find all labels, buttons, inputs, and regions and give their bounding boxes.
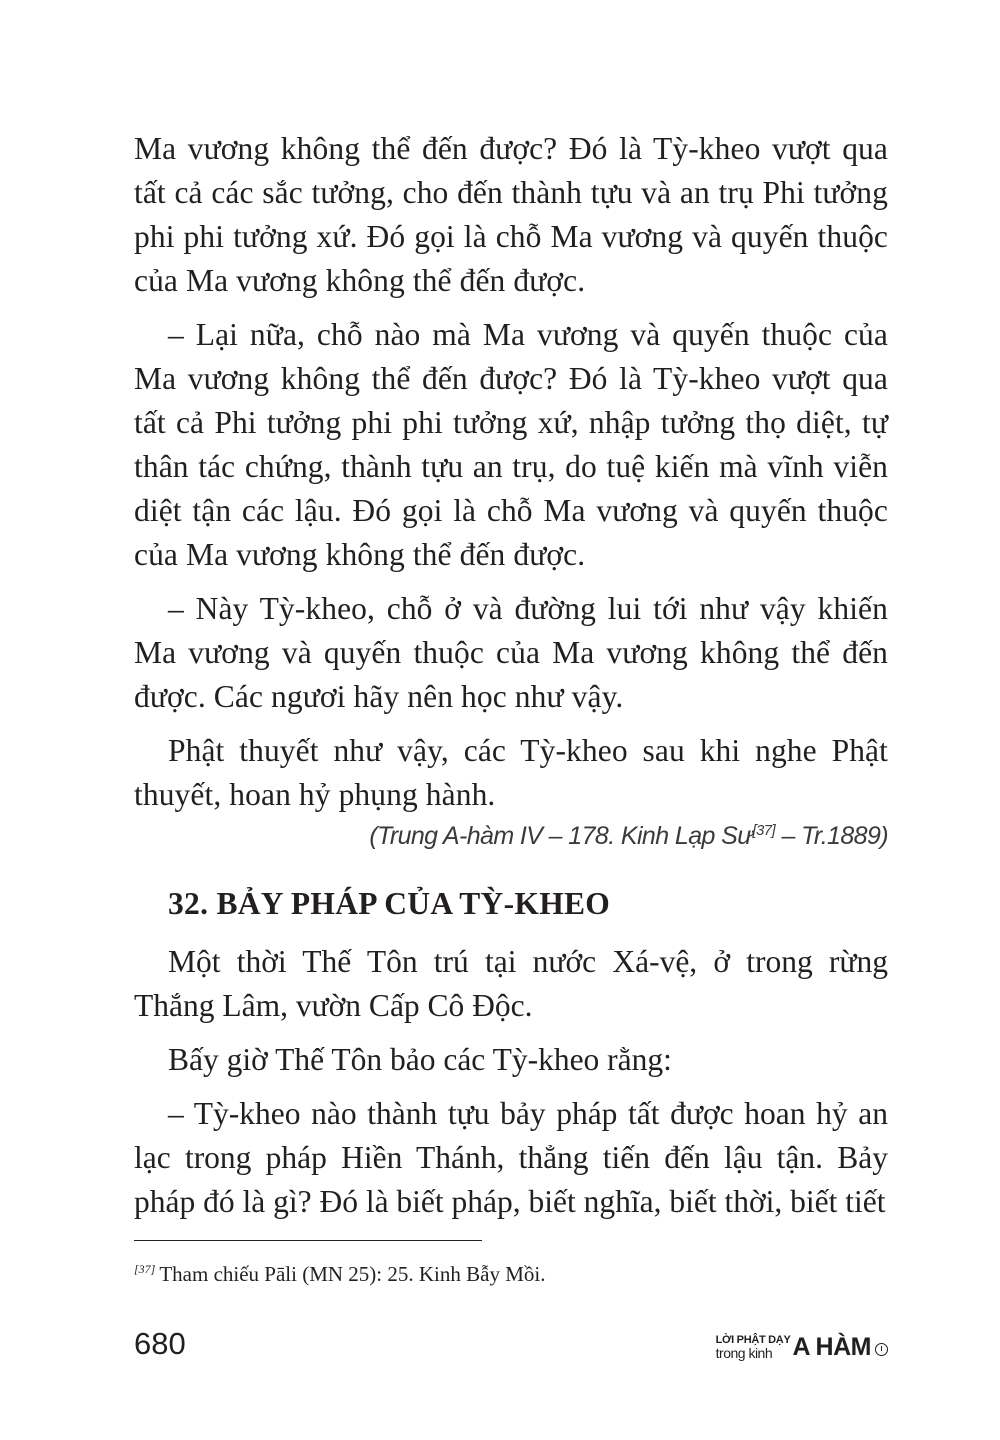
footnote-reference[interactable]: [37] [752, 822, 776, 839]
citation-text: (Trung A-hàm IV – 178. Kinh Lạp Sư [369, 822, 753, 850]
paragraph: – Này Tỳ-kheo, chỗ ở và đường lui tới như vậy khiến Ma vương và quyến thuộc của Ma vương không thể đến được. Các ngươi hãy nên học như vậy. [134, 591, 888, 714]
paragraph: Phật thuyết như vậy, các Tỳ-kheo sau khi nghe Phật thuyết, hoan hỷ phụng hành. [134, 733, 888, 812]
logo-title: A HÀM [792, 1333, 871, 1361]
paragraph: Một thời Thế Tôn trú tại nước Xá-vệ, ở trong rừng Thắng Lâm, vườn Cấp Cô Độc. [134, 944, 888, 1023]
book-series-logo [716, 1332, 888, 1362]
logo-bottom-text: trong kinh [715, 1344, 773, 1361]
paragraph-continuation: Ma vương không thể đến được? Đó là Tỳ-kheo vượt qua tất cả các sắc tưởng, cho đến thành tựu và an trụ Phi tưởng phi phi tưởng xứ. Đó gọi là chỗ Ma vương và quyến thuộc của Ma vương không thể đến được. [134, 131, 888, 298]
volume-badge: I [875, 1343, 888, 1356]
footnote-divider [134, 1240, 482, 1241]
footnote [134, 1259, 888, 1289]
page-number: 680 [134, 1326, 186, 1361]
paragraph: – Tỳ-kheo nào thành tựu bảy pháp tất được hoan hỷ an lạc trong pháp Hiền Thánh, thẳng tiến đến lậu tận. Bảy pháp đó là gì? Đó là biết pháp, biết nghĩa, biết thời, biết tiết [134, 1096, 888, 1219]
footnote-mark: [37] [134, 1262, 156, 1276]
paragraph: – Lại nữa, chỗ nào mà Ma vương và quyến thuộc của Ma vương không thể đến được? Đó là Tỳ-kheo vượt qua tất cả Phi tưởng phi phi tưởng xứ, nhập tưởng thọ diệt, tự thân tác chứng, thành tựu an trụ, do tuệ kiến mà vĩnh viễn diệt tận các lậu. Đó gọi là chỗ Ma vương và quyến thuộc của Ma vương không thể đến được. [134, 317, 888, 572]
footnote-text: Tham chiếu Pāli (MN 25): 25. Kinh Bẫy Mồi. [159, 1262, 546, 1286]
source-citation [134, 816, 888, 856]
paragraph: Bấy giờ Thế Tôn bảo các Tỳ-kheo rằng: [168, 1042, 672, 1077]
logo-subtitle [716, 1335, 791, 1360]
section-32 [134, 878, 888, 1234]
logo-top-text: LỜI PHẬT DẠY [715, 1333, 791, 1346]
section-heading: 32. BẢY PHÁP CỦA TỲ-KHEO [168, 886, 611, 921]
main-text [134, 127, 888, 827]
citation-page: – Tr.1889) [775, 822, 888, 850]
